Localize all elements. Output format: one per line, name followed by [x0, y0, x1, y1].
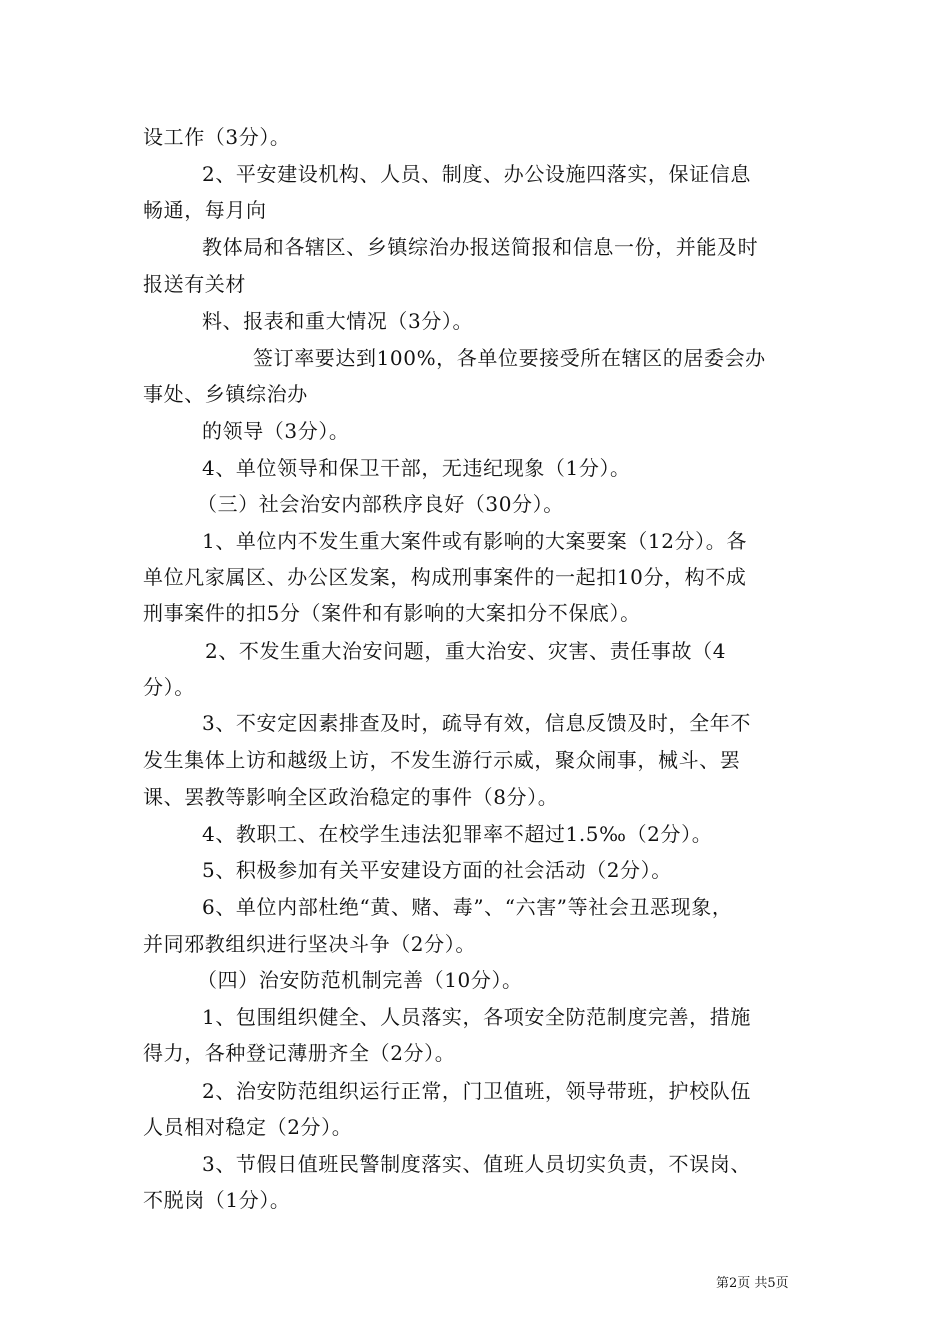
text-line: 得力，各种登记薄册齐全（2分）。	[143, 1041, 456, 1065]
text-line: 4、单位领导和保卫干部，无违纪现象（1分）。	[202, 456, 631, 480]
text-line: 设工作（3分）。	[143, 125, 291, 149]
text-line: 分）。	[143, 675, 195, 699]
text-line: 3、不安定因素排查及时，疏导有效，信息反馈及时，全年不	[202, 711, 751, 735]
text-line: 教体局和各辖区、乡镇综治办报送简报和信息一份，并能及时	[202, 235, 759, 259]
text-line: 报送有关材	[143, 272, 246, 296]
text-line: 人员相对稳定（2分）。	[143, 1115, 353, 1139]
text-line: 发生集体上访和越级上访，不发生游行示威，聚众闹事，械斗、罢	[143, 748, 741, 772]
text-line: 6、单位内部杜绝“黄、赌、毒”、“六害”等社会丑恶现象，	[202, 895, 733, 919]
text-line: 刑事案件的扣5分（案件和有影响的大案扣分不保底）。	[143, 601, 641, 625]
section-heading: （三）社会治安内部秩序良好（30分）。	[197, 492, 564, 516]
text-line: 畅通，每月向	[143, 198, 267, 222]
text-line: 2、治安防范组织运行正常，门卫值班，领导带班，护校队伍	[202, 1079, 751, 1103]
text-line: 事处、乡镇综治办	[143, 382, 308, 406]
text-line: 1、单位内不发生重大案件或有影响的大案要案（12分）。各	[202, 529, 747, 553]
section-heading: （四）治安防范机制完善（10分）。	[197, 968, 523, 992]
text-line: 1、包围组织健全、人员落实，各项安全防范制度完善，措施	[202, 1005, 751, 1029]
text-line: 的领导（3分）。	[202, 419, 350, 443]
text-line: 2、平安建设机构、人员、制度、办公设施四落实，保证信息	[202, 162, 751, 186]
text-line: 单位凡家属区、办公区发案，构成刑事案件的一起扣10分，构不成	[143, 565, 747, 589]
text-line: 签订率要达到100%，各单位要接受所在辖区的居委会办	[253, 346, 766, 370]
text-line: 不脱岗（1分）。	[143, 1188, 291, 1212]
text-line: 料、报表和重大情况（3分）。	[202, 309, 474, 333]
text-line: 5、积极参加有关平安建设方面的社会活动（2分）。	[202, 858, 672, 882]
text-line: 3、节假日值班民警制度落实、值班人员切实负责，不误岗、	[202, 1152, 751, 1176]
text-line: 4、教职工、在校学生违法犯罪率不超过1.5‰（2分）。	[202, 822, 713, 846]
text-line: 并同邪教组织进行坚决斗争（2分）。	[143, 932, 476, 956]
page-number: 第2页 共5页	[716, 1276, 789, 1291]
text-line: 课、罢教等影响全区政治稳定的事件（8分）。	[143, 785, 559, 809]
text-line: 2、不发生重大治安问题，重大治安、灾害、责任事故（4	[205, 639, 727, 663]
